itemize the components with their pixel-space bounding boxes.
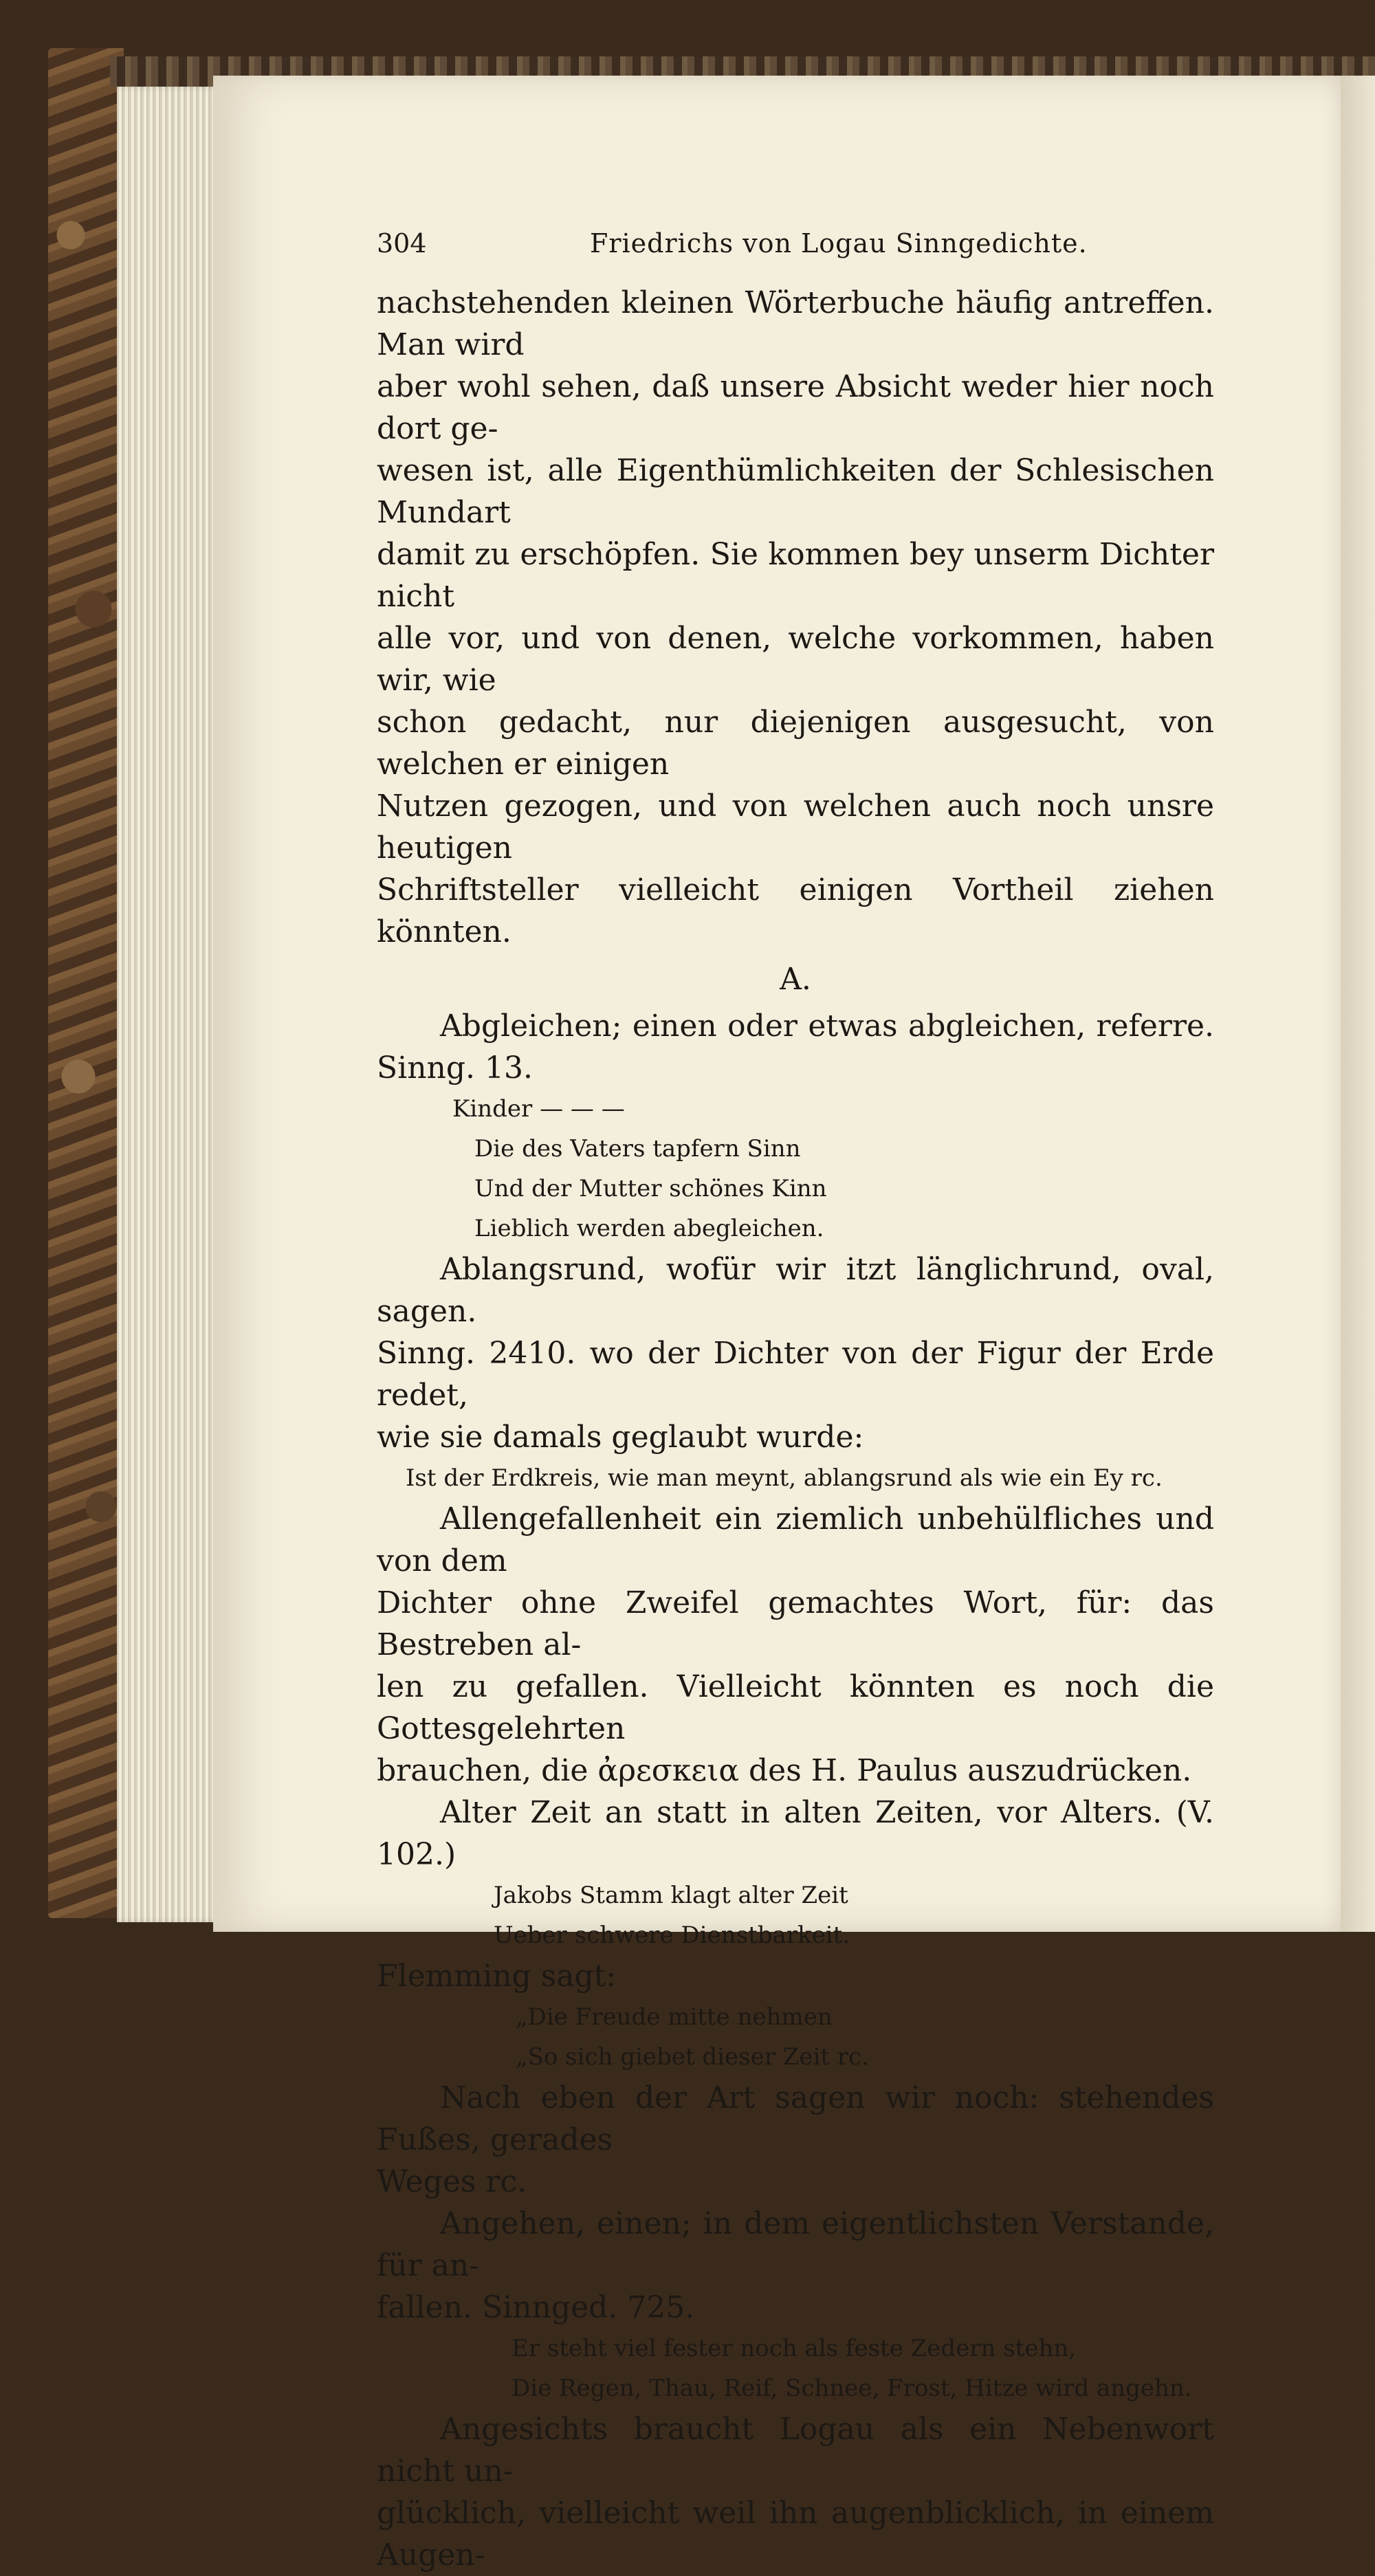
intro-line: nachstehenden kleinen Wörterbuche häufig antreffen. Man wird (377, 285, 1214, 362)
facing-page-edge (1341, 76, 1375, 1932)
verse-line: Lieblich werden abegleichen. (474, 1215, 824, 1242)
entry-line: Dichter ohne Zweifel gemachtes Wort, für: das Bestreben al- (377, 1585, 1214, 1662)
entry-line: wie sie damals geglaubt wurde: (377, 1420, 864, 1455)
entry-line: len zu gefallen. Vielleicht könnten es noch die Gottesgelehrten (377, 1669, 1214, 1746)
verse-line: Jakobs Stamm klagt alter Zeit (494, 1882, 848, 1909)
intro-line: damit zu erschöpfen. Sie kommen bey unserm Dichter nicht (377, 537, 1214, 614)
intro-line: wesen ist, alle Eigenthümlichkeiten der Schlesischen Mundart (377, 453, 1214, 530)
section-heading-a: A. (780, 962, 811, 997)
intro-line: aber wohl sehen, daß unsere Absicht weder hier noch dort ge- (377, 369, 1214, 446)
intro-line: Schriftsteller vielleicht einigen Vortheil ziehen könnten. (377, 872, 1214, 949)
entry-angesichts: Angesichts braucht Logau als ein Nebenwort nicht un- (377, 2412, 1214, 2489)
page-block-edges (117, 87, 220, 1922)
page-body (377, 282, 1214, 2576)
entry-alter-zeit: Alter Zeit an statt in alten Zeiten, vor Alters. (V. 102.) (377, 1795, 1214, 1872)
verse-line: Die des Vaters tapfern Sinn (474, 1135, 801, 1163)
entry-line: fallen. Sinnged. 725. (377, 2290, 695, 2325)
verse-line: „Die Freude mitte nehmen (516, 2003, 833, 2031)
entry-ablangsrund: Ablangsrund, wofür wir itzt länglichrund, oval, sagen. (377, 1252, 1214, 1329)
entry-line: brauchen, die ἀρεσκεια des H. Paulus auszudrücken. (377, 1753, 1192, 1788)
verse-line: Kinder — — — (452, 1095, 625, 1123)
intro-line: Nutzen gezogen, und von welchen auch noch unsre heutigen (377, 789, 1214, 866)
verse-line: Und der Mutter schönes Kinn (474, 1175, 827, 1202)
intro-line: alle vor, und von denen, welche vorkommen, haben wir, wie (377, 621, 1214, 698)
entry-line: Sinng. 2410. wo der Dichter von der Figur der Erde redet, (377, 1336, 1214, 1413)
entry-line: Weges rc. (377, 2164, 527, 2199)
entry-line: glücklich, vielleicht weil ihn augenblicklich, in einem Augen- (377, 2496, 1214, 2573)
entry-nach-eben: Nach eben der Art sagen wir noch: stehendes Fußes, gerades (377, 2080, 1214, 2157)
page-number: 304 (377, 228, 427, 258)
entry-abgleichen: Abgleichen; einen oder etwas abgleichen, referre. Sinng. 13. (377, 1009, 1214, 1086)
running-title: Friedrichs von Logau Sinngedichte. (590, 228, 1088, 258)
intro-line: schon gedacht, nur diejenigen ausgesucht, von welchen er einigen (377, 705, 1214, 782)
verse-line: Ueber schwere Dienstbarkeit. (494, 1922, 850, 1949)
entry-angehen: Angehen, einen; in dem eigentlichsten Verstande, für an- (377, 2206, 1214, 2283)
book-cover-marbled (48, 48, 124, 1918)
entry-flemming: Flemming sagt: (377, 1959, 617, 1994)
verse-line: Ist der Erdkreis, wie man meynt, ablangsrund als wie ein Ey rc. (406, 1464, 1163, 1492)
entry-allengefallenheit: Allengefallenheit ein ziemlich unbehülfliches und von dem (377, 1501, 1214, 1578)
verse-line: Er steht viel fester noch als feste Zedern stehn, (512, 2335, 1077, 2362)
verse-line: Die Regen, Thau, Reif, Schnee, Frost, Hitze wird angehn. (512, 2375, 1192, 2402)
verse-line: „So sich giebet dieser Zeit rc. (516, 2043, 869, 2071)
